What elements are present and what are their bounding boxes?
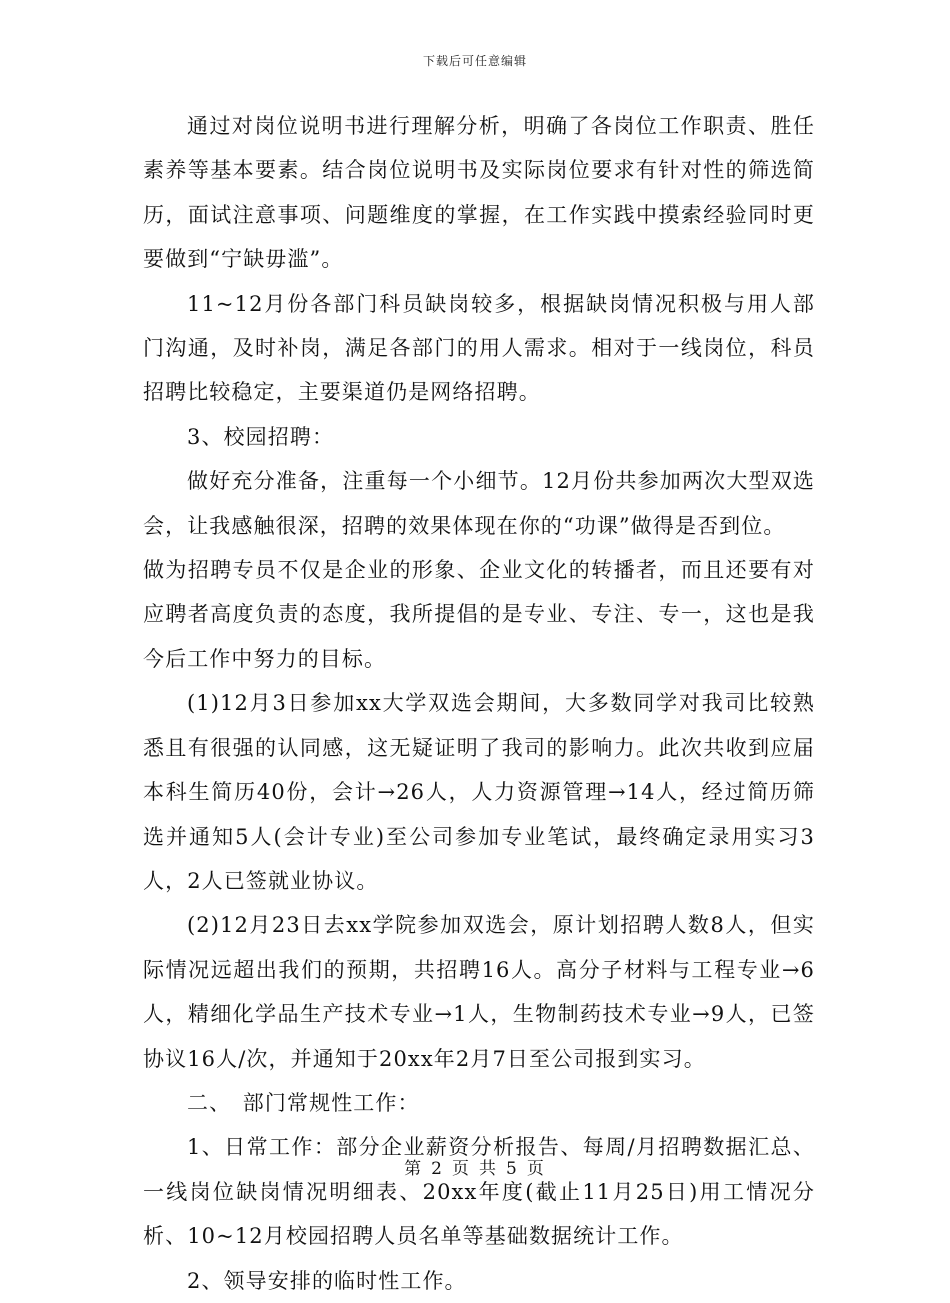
section-heading-routine-work: 二、 部门常规性工作： (187, 1090, 420, 1115)
page-footer (0, 1154, 950, 1179)
page-label-prefix: 第 (404, 1159, 424, 1179)
page-label-suffix: 页 (526, 1159, 546, 1179)
total-pages-number: 5 (506, 1159, 519, 1179)
page-label-mid2: 共 (479, 1159, 498, 1179)
paragraph-job-description-analysis: 通过对岗位说明书进行理解分析，明确了各岗位工作职责、胜任素养等基本要素。结合岗位说明书及实际岗位要求有针对性的筛选简历，面试注意事项、问题维度的掌握，在工作实践中摸索经验同时更要做到“宁缺毋滥”。 (143, 114, 815, 272)
paragraph-university-fair: (1)12月3日参加xx大学双选会期间，大多数同学对我司比较熟悉且有很强的认同感，这无疑证明了我司的影响力。此次共收到应届本科生简历40份，会计→26人，人力资源管理→14人，经过简历筛选并通知5人(会计专业)至公司参加专业笔试，最终确定录用实习3人，2人已签就业协议。 (143, 691, 815, 893)
paragraph-college-fair: (2)12月23日去xx学院参加双选会，原计划招聘人数8人，但实际情况远超出我们的预期，共招聘16人。高分子材料与工程专业→6人，精细化学品生产技术专业→1人，生物制药技术专业→9人，已签协议16人/次，并通知于20xx年2月7日至公司报到实习。 (143, 913, 815, 1071)
paragraph-campus-preparation: 做好充分准备，注重每一个小细节。12月份共参加两次大型双选会，让我感触很深，招聘的效果体现在你的“功课”做得是否到位。 (143, 469, 815, 538)
paragraph-staff-recruitment: 11~12月份各部门科员缺岗较多，根据缺岗情况积极与用人部门沟通，及时补岗，满足各部门的用人需求。相对于一线岗位，科员招聘比较稳定，主要渠道仍是网络招聘。 (143, 291, 815, 405)
page-header-note: 下载后可任意编辑 (422, 54, 527, 68)
current-page-number: 2 (431, 1159, 444, 1179)
paragraph-daily-work: 1、日常工作：部分企业薪资分析报告、每周/月招聘数据汇总、一线岗位缺岗情况明细表、20xx年度(截止11月25日)用工情况分析、10~12月校园招聘人员名单等基础数据统计工作。 (143, 1135, 815, 1249)
paragraph-temporary-work: 2、领导安排的临时性工作。 (187, 1268, 467, 1293)
paragraph-recruiter-role: 做为招聘专员不仅是企业的形象、企业文化的转播者，而且还要有对应聘者高度负责的态度，我所提倡的是专业、专注、专一，这也是我今后工作中努力的目标。 (143, 558, 815, 671)
document-body (143, 104, 815, 1303)
page-label-mid1: 页 (452, 1159, 471, 1179)
section-heading-campus-recruitment: 3、校园招聘： (187, 424, 335, 449)
